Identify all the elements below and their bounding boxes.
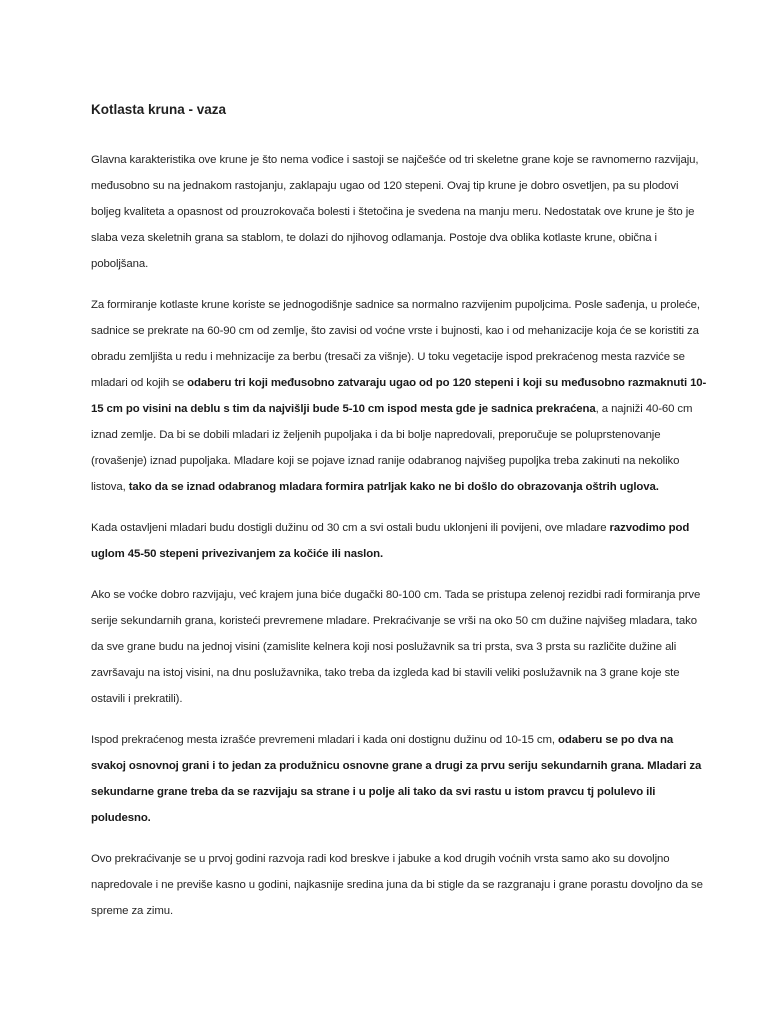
paragraph-1 (91, 147, 708, 277)
paragraph-6 (91, 846, 708, 924)
text-run: , a najniži 40-60 cm iznad zemlje. Da bi se dobili mladari iz željenih pupoljaka i da bi bolje napredovali, preporučuje se poluprstenovanje (rovašenje) iznad pupoljaka. Mladare koji se pojave iznad ranije odabranog najvišeg pupoljka treba zakinuti na nekoliko listova, (91, 403, 693, 493)
paragraph-5 (91, 727, 708, 831)
text-run: Ispod prekraćenog mesta izrašće prevremeni mladari i kada oni dostignu dužinu od 10-15 cm, (91, 734, 559, 746)
paragraph-3 (91, 515, 708, 567)
text-run: Ako se voćke dobro razvijaju, već krajem juna biće dugački 80-100 cm. Tada se pristupa zelenoj rezidbi radi formiranja prve serije sekundarnih grana, koristeći prevremene mladare. Prekraćivanje se vrši na oko 50 cm dužine najvišeg mladara, tako da sve grane budu na jednoj visini (zamislite kelnera koji nosi poslužavnik sa tri prsta, sva 3 prsta su različite dužine ali završavaju na istoj visini, na dnu poslužavnika, tako treba da izgleda kad bi stavili veliki poslužavnik na 3 grane koje ste ostavili i prekratili). (91, 589, 701, 705)
bold-text-run: tako da se iznad odabranog mladara formira patrljak kako ne bi došlo do obrazovanja oštrih uglova. (128, 481, 659, 493)
text-run: Ovo prekraćivanje se u prvoj godini razvoja radi kod breskve i jabuke a kod drugih voćnih vrsta samo ako su dovoljno napredovale i ne previše kasno u godini, najkasnije sredina juna da bi stigle da se razgranaju i grane porastu dovoljno da se spreme za zimu. (91, 853, 703, 917)
text-run: Za formiranje kotlaste krune koriste se jednogodišnje sadnice sa normalno razvijenim pupoljcima. Posle sađenja, u proleće, sadnice se prekrate na 60-90 cm od zemlje, što zavisi od voćne vrste i bujnosti, kao i od mehanizacije koja će se koristiti za obradu zemljišta u redu i mehnizacije za berbu (tresači za višnje). U toku vegetacije ispod prekraćenog mesta razviće se mladari od kojih se (91, 299, 700, 389)
bold-text-run: odaberu tri koji međusobno zatvaraju ugao od po 120 stepeni i koji su međusobno razmaknuti 10-15 cm po visini na deblu s tim da najvišlji bude 5-10 cm ispod mesta gde je sadnica prekraćena (91, 377, 707, 415)
bold-text-run: odaberu se po dva na svakoj osnovnoj grani i to jedan za produžnicu osnovne grane a drugi za prvu seriju sekundarnih grana. Mladari za sekundarne grane treba da se razvijaju sa strane i u polje ali tako da svi rastu u istom pravcu tj polulevo ili poludesno. (91, 734, 702, 824)
text-run: Kada ostavljeni mladari budu dostigli dužinu od 30 cm a svi ostali budu uklonjeni ili povijeni, ove mladare (91, 522, 610, 534)
bold-text-run: razvodimo pod uglom 45-50 stepeni privezivanjem za kočiće ili naslon. (91, 522, 690, 560)
text-run: Glavna karakteristika ove krune je što nema vođice i sastoji se najčešće od tri skeletne grane koje se ravnomerno razvijaju, međusobno su na jednakom rastojanju, zaklapaju ugao od 120 stepeni. Ovaj tip krune je dobro osvetljen, pa su plodovi boljeg kvaliteta a opasnost od prouzrokovača bolesti i štetočina je svedena na manju meru. Nedostatak ove krune je što je slaba veza skeletnih grana sa stablom, te dolazi do njihovog odlamanja. Postoje dva oblika kotlaste krune, obična i poboljšana. (91, 154, 699, 270)
document-title: Kotlasta kruna - vaza (91, 102, 227, 117)
paragraph-4 (91, 582, 708, 712)
paragraph-2 (91, 292, 708, 500)
